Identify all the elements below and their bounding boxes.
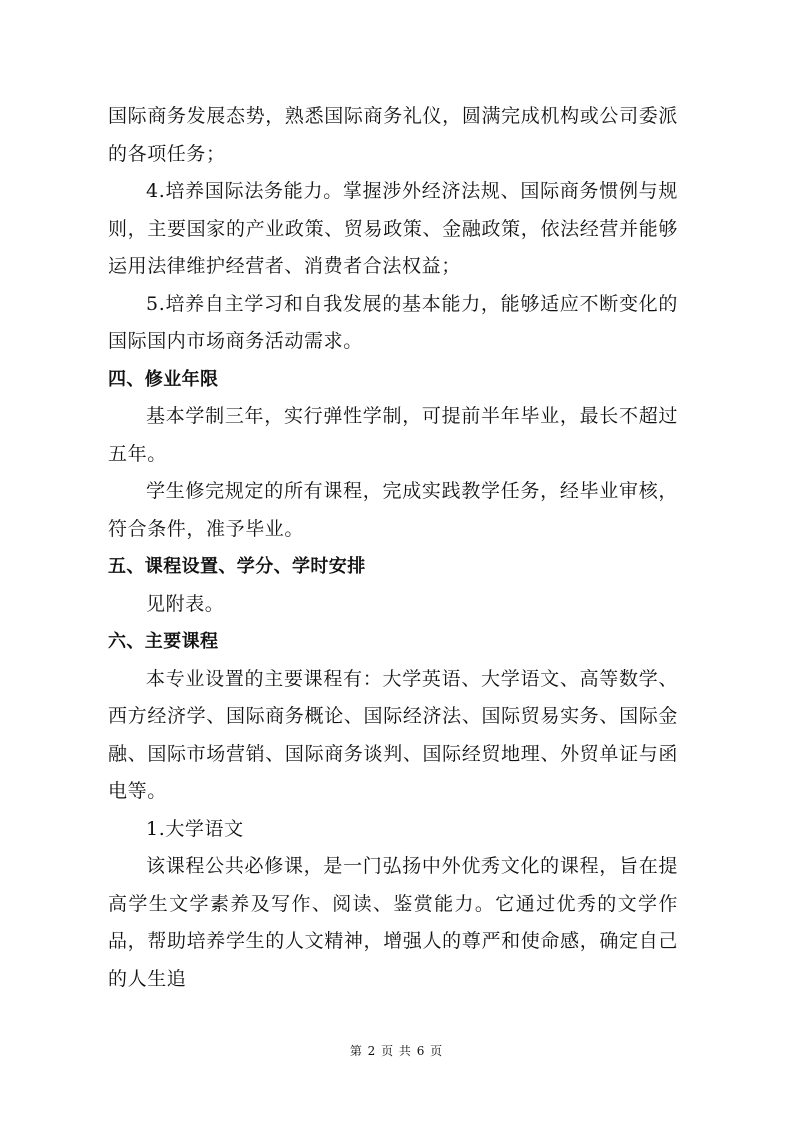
paragraph-college-chinese-desc: 该课程公共必修课，是一门弘扬中外优秀文化的课程，旨在提高学生文学素养及写作、阅读、鉴赏能力。它通过优秀的文学作品，帮助培养学生的人文精神，增强人的尊严和使命感，确定自己的人生追 bbox=[108, 855, 678, 990]
paragraph-self-learning: 5.培养自主学习和自我发展的基本能力，能够适应不断变化的国际国内市场商务活动需求。 bbox=[108, 292, 678, 352]
subheading-college-chinese: 1.大学语文 bbox=[146, 817, 244, 840]
document-body bbox=[108, 98, 678, 998]
paragraph-legal-ability: 4.培养国际法务能力。掌握涉外经济法规、国际商务惯例与规则，主要国家的产业政策、贸易政策、金融政策，依法经营并能够运用法律维护经营者、消费者合法权益； bbox=[108, 180, 678, 277]
page-footer: 第 2 页 共 6 页 bbox=[349, 1044, 444, 1058]
paragraph-study-system: 基本学制三年，实行弹性学制，可提前半年毕业，最长不超过五年。 bbox=[108, 405, 678, 465]
section-heading-study-years: 四、修业年限 bbox=[108, 368, 219, 390]
paragraph-graduation: 学生修完规定的所有课程，完成实践教学任务，经毕业审核，符合条件，准予毕业。 bbox=[108, 480, 678, 540]
section-heading-main-courses: 六、主要课程 bbox=[108, 631, 219, 652]
paragraph-see-appendix: 见附表。 bbox=[146, 592, 225, 615]
paragraph-main-courses-list: 本专业设置的主要课程有：大学英语、大学语文、高等数学、西方经济学、国际商务概论、国际经济法、国际贸易实务、国际金融、国际市场营销、国际商务谈判、国际经贸地理、外贸单证与函电等。 bbox=[108, 667, 678, 802]
paragraph-1: 国际商务发展态势，熟悉国际商务礼仪，圆满完成机构或公司委派的各项任务； bbox=[108, 105, 678, 165]
section-heading-course-setup: 五、课程设置、学分、学时安排 bbox=[108, 556, 366, 577]
